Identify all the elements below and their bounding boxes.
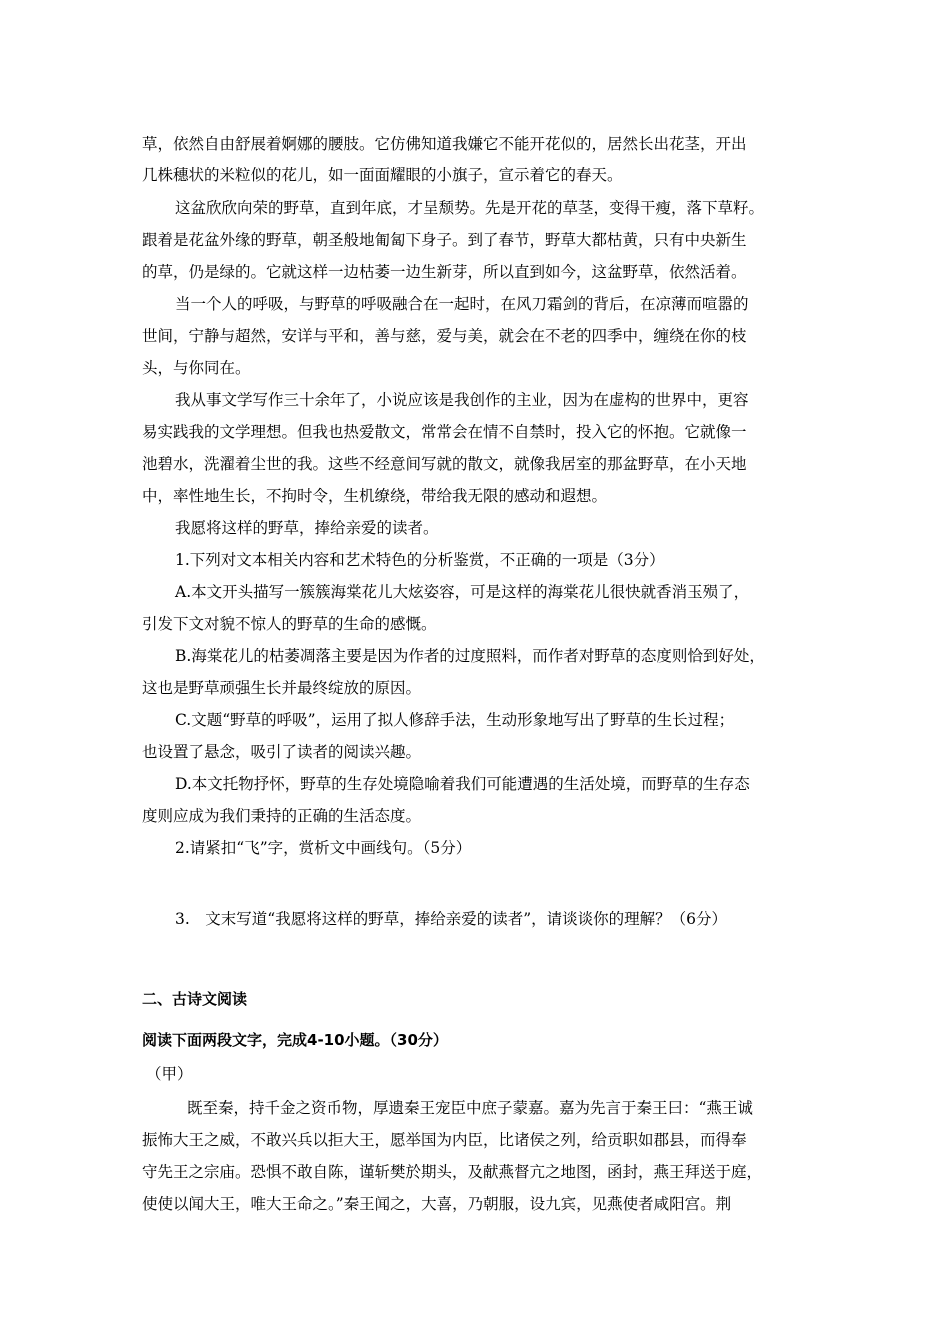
paragraph-line: 草，依然自由舒展着婀娜的腰肢。它仿佛知道我嫌它不能开花似的，居然长出花茎，开出 bbox=[142, 135, 747, 153]
paragraph-line: 中，率性地生长，不拘时令，生机缭绕，带给我无限的感动和遐想。 bbox=[142, 487, 608, 505]
question-option-b: B.海棠花儿的枯萎凋落主要是因为作者的过度照料，而作者对野草的态度则恰到好处， bbox=[175, 647, 765, 665]
paragraph-line: 跟着是花盆外缘的野草，朝圣般地匍匐下身子。到了春节，野草大都枯黄，只有中央新生 bbox=[142, 231, 747, 249]
paragraph-line: 世间，宁静与超然，安详与平和，善与慈，爱与美，就会在不老的四季中，缠绕在你的枝 bbox=[142, 327, 747, 345]
question-option-c: C.文题“野草的呼吸”，运用了拟人修辞手法，生动形象地写出了野草的生长过程； bbox=[175, 711, 735, 729]
paragraph-line: 我从事文学写作三十余年了，小说应该是我创作的主业，因为在虚构的世界中，更容 bbox=[175, 391, 749, 409]
passage-line: 守先王之宗庙。恐惧不敢自陈，谨斩樊於期头，及献燕督亢之地图，函封，燕王拜送于庭， bbox=[142, 1163, 763, 1181]
passage-label: （甲） bbox=[146, 1065, 193, 1083]
paragraph-line: 当一个人的呼吸，与野草的呼吸融合在一起时，在风刀霜剑的背后，在凉薄而喧嚣的 bbox=[175, 295, 749, 313]
paragraph-line: 头，与你同在。 bbox=[142, 359, 251, 377]
paragraph-line: 这盆欣欣向荣的野草，直到年底，才呈颓势。先是开花的草茎，变得干瘦，落下草籽。 bbox=[175, 199, 765, 217]
passage-line: 振怖大王之威，不敢兴兵以拒大王，愿举国为内臣，比诸侯之列，给贡职如郡县，而得奉 bbox=[142, 1131, 747, 1149]
passage-line: 使使以闻大王，唯大王命之。”秦王闻之，大喜，乃朝服，设九宾，见燕使者咸阳宫。荆 bbox=[142, 1195, 732, 1213]
passage-line: 既至秦，持千金之资币物，厚遗秦王宠臣中庶子蒙嘉。嘉为先言于秦王曰：“燕王诚 bbox=[187, 1099, 753, 1117]
paragraph-line: 易实践我的文学理想。但我也热爱散文，常常会在情不自禁时，投入它的怀抱。它就像一 bbox=[142, 423, 747, 441]
paragraph-line: 池碧水，洗濯着尘世的我。这些不经意间写就的散文，就像我居室的那盆野草，在小天地 bbox=[142, 455, 747, 473]
question-option-b-cont: 这也是野草顽强生长并最终绽放的原因。 bbox=[142, 679, 422, 697]
question-2: 2.请紧扣“飞”字，赏析文中画线句。（5分） bbox=[175, 839, 472, 857]
question-1: 1.下列对文本相关内容和艺术特色的分析鉴赏，不正确的一项是（3分） bbox=[175, 551, 665, 569]
paragraph-line: 我愿将这样的野草，捧给亲爱的读者。 bbox=[175, 519, 439, 537]
question-3: 3. 文末写道“我愿将这样的野草，捧给亲爱的读者”，请谈谈你的理解？（6分） bbox=[175, 910, 728, 928]
question-option-a-cont: 引发下文对貌不惊人的野草的生命的感慨。 bbox=[142, 615, 437, 633]
paragraph-line: 的草，仍是绿的。它就这样一边枯萎一边生新芽，所以直到如今，这盆野草，依然活着。 bbox=[142, 263, 747, 281]
section-heading: 二、古诗文阅读 bbox=[142, 990, 248, 1008]
question-option-c-cont: 也设置了悬念，吸引了读者的阅读兴趣。 bbox=[142, 743, 422, 761]
section-instruction: 阅读下面两段文字，完成4-10小题。（30分） bbox=[142, 1031, 448, 1049]
paragraph-line: 几株穗状的米粒似的花儿，如一面面耀眼的小旗子，宣示着它的春天。 bbox=[142, 166, 623, 184]
question-option-a: A.本文开头描写一簇簇海棠花儿大炫姿容，可是这样的海棠花儿很快就香消玉殒了， bbox=[175, 583, 750, 601]
question-option-d: D.本文托物抒怀，野草的生存处境隐喻着我们可能遭遇的生活处境，而野草的生存态 bbox=[175, 775, 750, 793]
question-option-d-cont: 度则应成为我们秉持的正确的生活态度。 bbox=[142, 807, 422, 825]
